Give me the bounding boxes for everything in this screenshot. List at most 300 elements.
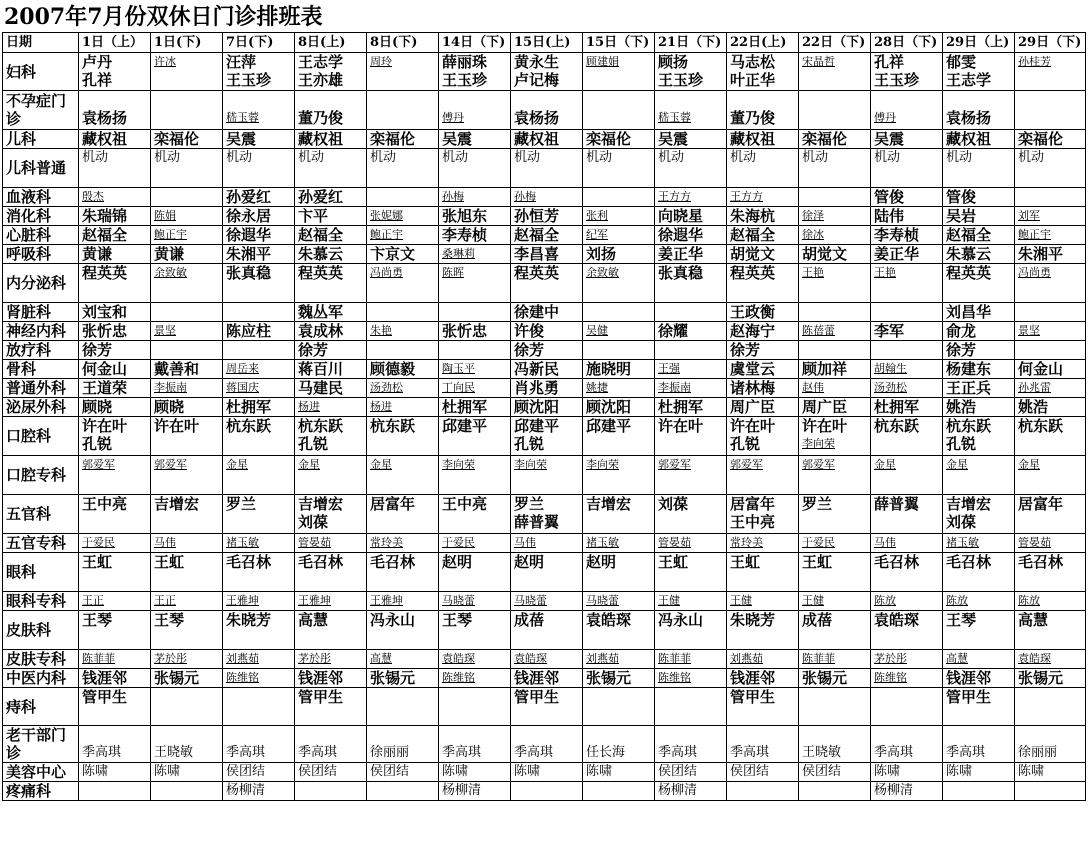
department-name: 五官科 xyxy=(3,495,79,534)
schedule-cell xyxy=(655,188,727,207)
schedule-cell xyxy=(655,264,727,303)
table-row xyxy=(3,417,1086,456)
doctor-name: 马晓蕾 xyxy=(514,594,547,607)
doctor-name: 季高琪 xyxy=(442,745,482,760)
schedule-cell xyxy=(79,763,151,782)
doctor-name xyxy=(370,188,438,206)
doctor-name xyxy=(154,109,222,127)
doctor-name: 景坚 xyxy=(154,324,176,337)
doctor-name xyxy=(1018,782,1085,800)
schedule-cell xyxy=(79,782,151,801)
doctor-name: 机动 xyxy=(874,150,901,165)
doctor-name: 张忻忠 xyxy=(82,322,128,340)
schedule-cell xyxy=(655,782,727,801)
schedule-cell xyxy=(943,553,1015,592)
schedule-cell xyxy=(223,456,295,495)
schedule-cell xyxy=(799,360,871,379)
schedule-cell xyxy=(439,456,511,495)
doctor-name: 吴震 xyxy=(442,130,473,148)
schedule-cell xyxy=(367,534,439,553)
schedule-cell xyxy=(511,669,583,688)
department-name: 皮肤专科 xyxy=(3,650,79,669)
schedule-cell xyxy=(151,669,223,688)
schedule-cell xyxy=(727,264,799,303)
page-title: 2007年7月份双休日门诊排班表 xyxy=(4,4,323,30)
schedule-cell xyxy=(151,360,223,379)
schedule-cell xyxy=(943,360,1015,379)
schedule-cell xyxy=(1015,534,1086,553)
doctor-name: 赵海宁 xyxy=(730,322,776,340)
doctor-name xyxy=(442,303,510,321)
doctor-name: 徐芳 xyxy=(730,341,761,359)
schedule-cell xyxy=(943,669,1015,688)
schedule-cell xyxy=(943,207,1015,226)
doctor-name: 栾福伦 xyxy=(802,130,848,148)
doctor-name: 侯团结 xyxy=(370,764,410,779)
doctor-name: 汤劲松 xyxy=(874,381,907,394)
doctor-name: 王玉珍 xyxy=(442,71,488,89)
doctor-name: 杭东跃 xyxy=(298,417,344,435)
schedule-cell xyxy=(1015,207,1086,226)
schedule-cell xyxy=(655,226,727,245)
department-name: 妇科 xyxy=(3,53,79,91)
schedule-cell xyxy=(367,782,439,801)
schedule-cell xyxy=(799,398,871,417)
schedule-cell xyxy=(727,611,799,650)
doctor-name: 毛召林 xyxy=(370,553,416,571)
schedule-cell xyxy=(511,782,583,801)
doctor-name: 季高琪 xyxy=(874,745,914,760)
schedule-cell xyxy=(871,245,943,264)
doctor-name: 王道荣 xyxy=(82,379,128,397)
doctor-name: 侯团结 xyxy=(658,764,698,779)
doctor-name xyxy=(802,109,870,127)
schedule-cell xyxy=(871,379,943,398)
doctor-name: 王亦雄 xyxy=(298,71,344,89)
doctor-name xyxy=(154,782,222,800)
schedule-cell xyxy=(799,534,871,553)
header-date: 8日(下) xyxy=(367,33,439,53)
schedule-cell xyxy=(295,782,367,801)
schedule-cell xyxy=(583,188,655,207)
doctor-name: 薛丽珠 xyxy=(442,53,488,71)
schedule-cell xyxy=(223,207,295,226)
doctor-name: 李军 xyxy=(874,322,905,340)
doctor-name: 王雅坤 xyxy=(298,594,331,607)
schedule-cell xyxy=(871,534,943,553)
doctor-name: 管晏茹 xyxy=(658,536,691,549)
schedule-cell xyxy=(295,611,367,650)
schedule-cell xyxy=(79,207,151,226)
schedule-cell xyxy=(871,130,943,149)
doctor-name: 何金山 xyxy=(1018,360,1064,378)
doctor-name: 褚玉敏 xyxy=(946,536,979,549)
doctor-name: 孙恒芳 xyxy=(514,207,560,225)
schedule-cell xyxy=(151,763,223,782)
department-name: 眼科专科 xyxy=(3,592,79,611)
doctor-name: 王虹 xyxy=(730,553,761,571)
schedule-cell xyxy=(871,650,943,669)
schedule-cell xyxy=(943,149,1015,188)
schedule-cell xyxy=(943,91,1015,130)
doctor-name: 周玲 xyxy=(370,55,392,68)
doctor-name xyxy=(730,91,798,109)
doctor-name xyxy=(1018,513,1085,531)
doctor-name xyxy=(1018,188,1085,206)
doctor-name: 张旭东 xyxy=(442,207,488,225)
doctor-name xyxy=(874,513,942,531)
doctor-name: 鲍正宇 xyxy=(370,228,403,241)
doctor-name xyxy=(658,341,726,359)
schedule-cell xyxy=(583,398,655,417)
schedule-cell xyxy=(511,188,583,207)
schedule-cell xyxy=(511,650,583,669)
schedule-cell xyxy=(583,782,655,801)
doctor-name: 张利 xyxy=(586,209,608,222)
schedule-cell xyxy=(367,341,439,360)
doctor-name: 季高琪 xyxy=(730,745,770,760)
doctor-name: 陈菲菲 xyxy=(82,652,115,665)
doctor-name: 机动 xyxy=(298,150,325,165)
schedule-cell xyxy=(367,245,439,264)
schedule-cell xyxy=(871,553,943,592)
schedule-cell xyxy=(79,650,151,669)
doctor-name: 管甲生 xyxy=(946,688,992,706)
doctor-name: 袁皓琛 xyxy=(442,652,475,665)
doctor-name: 吉增宏 xyxy=(154,495,200,513)
doctor-name: 陈应柱 xyxy=(226,322,272,340)
doctor-name: 孙爱红 xyxy=(226,188,272,206)
doctor-name: 杭东跃 xyxy=(370,417,416,435)
schedule-cell xyxy=(1015,149,1086,188)
schedule-cell xyxy=(1015,495,1086,534)
schedule-cell xyxy=(655,149,727,188)
doctor-name: 李寿桢 xyxy=(442,226,488,244)
doctor-name: 陈啸 xyxy=(442,764,469,779)
doctor-name: 纪军 xyxy=(586,228,608,241)
schedule-cell xyxy=(799,553,871,592)
schedule-cell xyxy=(511,226,583,245)
schedule-cell xyxy=(511,379,583,398)
header-date: 15日(上) xyxy=(511,33,583,53)
table-row xyxy=(3,669,1086,688)
doctor-name: 许冰 xyxy=(154,55,176,68)
doctor-name: 张真稳 xyxy=(658,264,704,282)
doctor-name: 黄谦 xyxy=(82,245,113,263)
schedule-cell xyxy=(727,726,799,763)
doctor-name: 栾福伦 xyxy=(370,130,416,148)
doctor-name: 陈啸 xyxy=(82,764,109,779)
doctor-name: 管甲生 xyxy=(514,688,560,706)
doctor-name xyxy=(946,782,1014,800)
schedule-cell xyxy=(583,763,655,782)
doctor-name: 常玲美 xyxy=(730,536,763,549)
schedule-cell xyxy=(871,149,943,188)
schedule-cell xyxy=(655,611,727,650)
doctor-name: 杨柳清 xyxy=(658,783,698,798)
doctor-name: 赵明 xyxy=(442,553,473,571)
doctor-name: 王琴 xyxy=(82,611,113,629)
schedule-cell xyxy=(655,130,727,149)
doctor-name: 施晓明 xyxy=(586,360,632,378)
doctor-name: 冯尚勇 xyxy=(370,266,403,279)
doctor-name: 王虹 xyxy=(82,553,113,571)
schedule-cell xyxy=(151,322,223,341)
schedule-cell xyxy=(79,592,151,611)
doctor-name: 姜正华 xyxy=(874,245,920,263)
doctor-name: 程英英 xyxy=(298,264,344,282)
doctor-name: 刘军 xyxy=(1018,209,1040,222)
doctor-name: 金星 xyxy=(1018,458,1040,471)
schedule-cell xyxy=(799,130,871,149)
doctor-name xyxy=(586,513,654,531)
schedule-cell xyxy=(583,534,655,553)
schedule-cell xyxy=(1015,398,1086,417)
doctor-name: 管俊 xyxy=(946,188,977,206)
schedule-cell xyxy=(655,553,727,592)
schedule-cell xyxy=(79,264,151,303)
table-row xyxy=(3,188,1086,207)
table-row xyxy=(3,650,1086,669)
doctor-name: 陶玉平 xyxy=(442,362,475,375)
doctor-name: 机动 xyxy=(1018,150,1045,165)
schedule-cell xyxy=(511,53,583,91)
schedule-cell xyxy=(151,53,223,91)
schedule-cell xyxy=(943,688,1015,726)
schedule-cell xyxy=(511,592,583,611)
doctor-name: 金星 xyxy=(946,458,968,471)
schedule-cell xyxy=(511,303,583,322)
doctor-name: 许在叶 xyxy=(658,417,704,435)
doctor-name xyxy=(370,688,438,706)
doctor-name: 季高琪 xyxy=(658,745,698,760)
doctor-name: 顾建娟 xyxy=(586,55,619,68)
schedule-cell xyxy=(943,592,1015,611)
table-row xyxy=(3,782,1086,801)
doctor-name: 薛普翼 xyxy=(874,495,920,513)
doctor-name xyxy=(658,303,726,321)
doctor-name: 马伟 xyxy=(154,536,176,549)
doctor-name: 成蓓 xyxy=(802,611,833,629)
department-name: 普通外科 xyxy=(3,379,79,398)
schedule-cell xyxy=(223,303,295,322)
doctor-name: 于爱民 xyxy=(82,536,115,549)
doctor-name xyxy=(226,91,294,109)
doctor-name: 卞京文 xyxy=(370,245,416,263)
doctor-name: 杨建东 xyxy=(946,360,992,378)
schedule-cell xyxy=(295,91,367,130)
doctor-name: 金星 xyxy=(874,458,896,471)
schedule-cell xyxy=(943,782,1015,801)
doctor-name: 杭东跃 xyxy=(1018,417,1064,435)
doctor-name: 张锡元 xyxy=(586,669,632,687)
schedule-cell xyxy=(943,495,1015,534)
table-row xyxy=(3,53,1086,91)
doctor-name xyxy=(442,688,510,706)
doctor-name: 朱湘平 xyxy=(1018,245,1064,263)
doctor-name: 姚浩 xyxy=(946,398,977,416)
doctor-name: 郭爱军 xyxy=(730,458,763,471)
doctor-name xyxy=(154,71,222,89)
header-date: 14日（下) xyxy=(439,33,511,53)
schedule-cell xyxy=(295,379,367,398)
schedule-cell xyxy=(367,53,439,91)
doctor-name: 程英英 xyxy=(946,264,992,282)
doctor-name xyxy=(154,91,222,109)
schedule-cell xyxy=(223,226,295,245)
doctor-name: 陈晖 xyxy=(442,266,464,279)
doctor-name xyxy=(586,435,654,453)
doctor-name: 管甲生 xyxy=(298,688,344,706)
doctor-name: 机动 xyxy=(802,150,829,165)
doctor-name: 金星 xyxy=(226,458,248,471)
schedule-cell xyxy=(1015,782,1086,801)
doctor-name: 朱慕云 xyxy=(298,245,344,263)
schedule-cell xyxy=(439,91,511,130)
department-name: 消化科 xyxy=(3,207,79,226)
doctor-name: 陆伟 xyxy=(874,207,905,225)
schedule-cell xyxy=(151,379,223,398)
doctor-name xyxy=(226,726,294,744)
doctor-name: 景坚 xyxy=(1018,324,1040,337)
schedule-cell xyxy=(151,303,223,322)
doctor-name: 刘昌华 xyxy=(946,303,992,321)
schedule-cell xyxy=(295,398,367,417)
doctor-name: 李向荣 xyxy=(514,458,547,471)
header-date: 1日(下) xyxy=(151,33,223,53)
doctor-name xyxy=(658,91,726,109)
schedule-cell xyxy=(367,91,439,130)
schedule-cell xyxy=(727,782,799,801)
schedule-cell xyxy=(367,763,439,782)
schedule-cell xyxy=(799,650,871,669)
doctor-name: 顾晓 xyxy=(154,398,185,416)
schedule-cell xyxy=(1015,322,1086,341)
schedule-cell xyxy=(727,495,799,534)
doctor-name xyxy=(658,435,726,453)
schedule-cell xyxy=(943,130,1015,149)
doctor-name: 周广臣 xyxy=(730,398,776,416)
schedule-cell xyxy=(871,611,943,650)
doctor-name: 戴善和 xyxy=(154,360,200,378)
schedule-cell xyxy=(583,53,655,91)
header-date: 1日（上） xyxy=(79,33,151,53)
schedule-cell xyxy=(79,53,151,91)
schedule-cell xyxy=(151,495,223,534)
schedule-cell xyxy=(655,456,727,495)
doctor-name: 向晓星 xyxy=(658,207,704,225)
doctor-name xyxy=(874,91,942,109)
doctor-name: 李向荣 xyxy=(442,458,475,471)
doctor-name: 杨柳清 xyxy=(442,783,482,798)
doctor-name: 王健 xyxy=(730,594,752,607)
doctor-name: 姚捷 xyxy=(586,381,608,394)
doctor-name xyxy=(154,688,222,706)
schedule-cell xyxy=(151,130,223,149)
schedule-cell xyxy=(727,650,799,669)
doctor-name: 袁杨扬 xyxy=(946,109,992,127)
doctor-name xyxy=(586,188,654,206)
doctor-name: 成蓓 xyxy=(514,611,545,629)
schedule-cell xyxy=(871,782,943,801)
schedule-cell xyxy=(727,303,799,322)
doctor-name xyxy=(802,341,870,359)
doctor-name: 刘燕茹 xyxy=(730,652,763,665)
schedule-cell xyxy=(583,592,655,611)
doctor-name: 毛召林 xyxy=(874,553,920,571)
department-name: 放疗科 xyxy=(3,341,79,360)
doctor-name: 吴健 xyxy=(586,324,608,337)
doctor-name: 管甲生 xyxy=(82,688,128,706)
schedule-cell xyxy=(943,417,1015,456)
schedule-cell xyxy=(511,726,583,763)
doctor-name: 程英英 xyxy=(82,264,128,282)
doctor-name: 李向荣 xyxy=(802,437,835,450)
schedule-cell xyxy=(295,130,367,149)
table-row xyxy=(3,303,1086,322)
schedule-cell xyxy=(799,782,871,801)
schedule-cell xyxy=(223,149,295,188)
schedule-cell xyxy=(367,398,439,417)
doctor-name: 杜拥军 xyxy=(874,398,920,416)
schedule-cell xyxy=(727,188,799,207)
doctor-name: 朱艳 xyxy=(370,324,392,337)
doctor-name: 王晓敏 xyxy=(802,745,842,760)
header-row xyxy=(3,33,1086,53)
schedule-cell xyxy=(223,417,295,456)
schedule-cell xyxy=(79,245,151,264)
schedule-cell xyxy=(367,149,439,188)
doctor-name: 王强 xyxy=(658,362,680,375)
doctor-name xyxy=(154,341,222,359)
doctor-name: 陈维铭 xyxy=(442,671,475,684)
schedule-cell xyxy=(655,322,727,341)
doctor-name: 管甲生 xyxy=(730,688,776,706)
schedule-cell xyxy=(583,341,655,360)
doctor-name xyxy=(370,782,438,800)
doctor-name xyxy=(514,726,582,744)
schedule-cell xyxy=(79,398,151,417)
doctor-name xyxy=(298,726,366,744)
schedule-cell xyxy=(511,322,583,341)
schedule-cell xyxy=(223,669,295,688)
doctor-name xyxy=(586,782,654,800)
schedule-cell xyxy=(439,360,511,379)
doctor-name: 程英英 xyxy=(514,264,560,282)
schedule-cell xyxy=(727,360,799,379)
doctor-name: 机动 xyxy=(730,150,757,165)
schedule-cell xyxy=(79,553,151,592)
doctor-name: 王中亮 xyxy=(442,495,488,513)
table-row xyxy=(3,534,1086,553)
doctor-name: 侯团结 xyxy=(802,764,842,779)
schedule-cell xyxy=(511,611,583,650)
doctor-name: 许在叶 xyxy=(82,417,128,435)
doctor-name xyxy=(82,513,150,531)
schedule-cell xyxy=(871,688,943,726)
doctor-name: 杨柳清 xyxy=(874,783,914,798)
table-row xyxy=(3,495,1086,534)
doctor-name: 侯团结 xyxy=(298,764,338,779)
doctor-name: 郭爱军 xyxy=(154,458,187,471)
doctor-name: 高慧 xyxy=(298,611,329,629)
schedule-cell xyxy=(151,592,223,611)
department-name: 口腔科 xyxy=(3,417,79,456)
doctor-name: 马晓蕾 xyxy=(442,594,475,607)
doctor-name: 赵福全 xyxy=(514,226,560,244)
schedule-cell xyxy=(871,398,943,417)
schedule-cell xyxy=(439,264,511,303)
